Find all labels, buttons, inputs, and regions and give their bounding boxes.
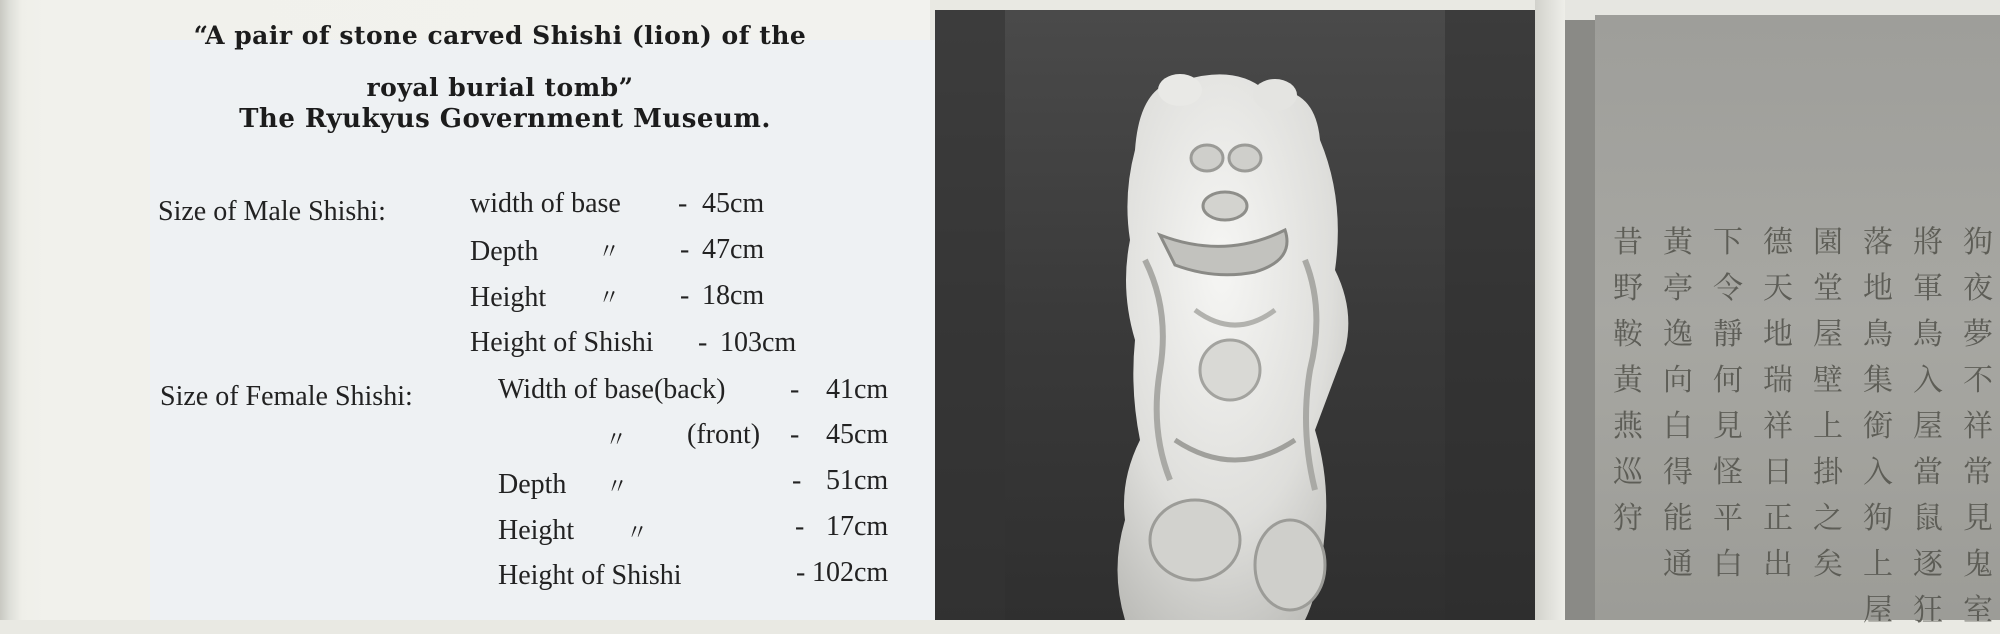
book-gutter [1535,0,1565,620]
male-size-label: Size of Male Shishi: [158,196,386,227]
female-row-label: Height [498,515,575,546]
female-size-label: Size of Female Shishi: [160,381,413,412]
caption-title-line-1: “A pair of stone carved Shishi (lion) of the [193,21,807,50]
male-row-value: 45cm [702,188,765,219]
calligraphy-column: 昔野鞍黃燕巡狩 [1613,225,1643,536]
female-row-label: Height of Shishi [498,560,682,591]
female-row-dash: - [796,557,806,588]
caption-title [150,10,850,114]
female-row-value: 51cm [826,465,889,496]
male-row-value: 103cm [720,327,797,358]
male-row-label: Height [470,282,547,313]
female-row-value: 41cm [826,374,889,405]
calligraphy-column: 德天地瑞祥日正出 [1763,225,1793,582]
calligraphy-column: 狗夜夢不祥常見鬼室 [1963,225,1993,628]
male-row-value: 47cm [702,234,765,265]
museum-name: The Ryukyus Government Museum. [239,104,771,134]
calligraphy-column: 將軍鳥入屋當鼠逐狂 [1913,225,1943,628]
calligraphy-column: 園堂屋壁上掛之矣 [1813,225,1843,582]
female-row-dash: - [790,419,800,450]
caption-title-line-2: royal burial tomb” [366,73,634,102]
male-row-value: 18cm [702,280,765,311]
female-row-dash: - [790,374,800,405]
calligraphy-column: 下令靜何見怪平白 [1713,225,1743,582]
female-row-dash: - [792,465,802,496]
calligraphy-column: 落地鳥集銜入狗上屋 [1863,225,1893,628]
female-row-label: Depth [498,469,567,500]
male-row-dash: - [680,234,690,265]
calligraphy-column: 黃亭逸向白得能通 [1663,225,1693,582]
female-row-label: Width of base(back) [498,374,726,405]
ditto-mark: 〃 [606,474,629,499]
male-row-label: Height of Shishi [470,327,654,358]
male-row-dash: - [678,188,688,219]
female-row-value: 17cm [826,511,889,542]
ditto-mark: 〃 [626,520,649,545]
shishi-photograph [935,10,1535,620]
male-row-label: width of base [470,188,621,219]
female-row-dash: - [795,511,805,542]
female-row-value: 45cm [826,419,889,450]
female-row-value: 102cm [812,557,889,588]
ditto-mark: 〃 [598,285,621,310]
ditto-mark: 〃 [605,427,628,452]
male-row-label: Depth [470,236,539,267]
female-row-label: (front) [687,419,761,450]
ditto-mark: 〃 [598,239,621,264]
shishi-statue-illustration [935,10,1535,620]
male-row-dash: - [698,327,708,358]
male-row-dash: - [680,280,690,311]
